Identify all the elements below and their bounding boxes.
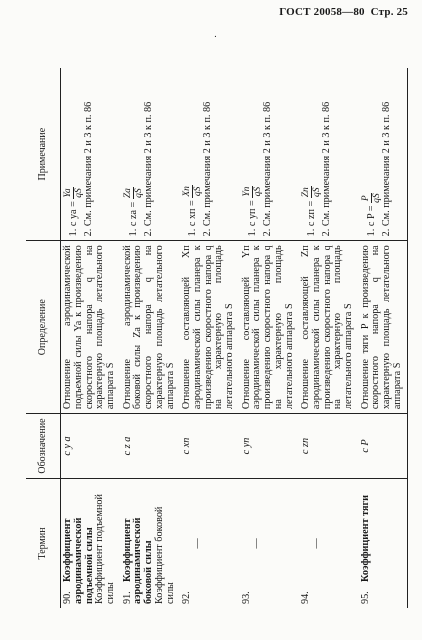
formula-prefix: 1. c yп = — [246, 200, 258, 237]
term-name: Коэффициент аэродинамической подъемной силы — [62, 517, 95, 604]
fraction-denominator: qS — [371, 193, 382, 203]
definition-cell: Отношение аэродинамической боковой силы Za к произведению скоростного напора q на характерную площадь летательного аппарата S — [121, 241, 181, 414]
definition-cell: Отношение составляющей Zп аэродинамической силы планера к произведению скоростного напора q на характерную площадь летательного аппарата S — [299, 241, 359, 414]
column-header-symbol: Обозначение — [26, 414, 61, 479]
formula-prefix: 1. c za = — [127, 201, 139, 237]
term-cell — [240, 478, 300, 608]
fraction-numerator: Za — [122, 188, 133, 199]
row-number: 92. — [181, 591, 193, 604]
table-row — [359, 68, 408, 608]
row-number: 95. — [359, 591, 371, 604]
note-formula — [63, 72, 84, 236]
formula-prefix: 1. c xп = — [186, 200, 198, 237]
symbol-cell: c yп — [240, 414, 300, 479]
definition-cell: Отношение аэродинамической подъемной силы Ya к произведению скоростного напора q на характерную площадь летательного аппарата S — [61, 241, 121, 414]
note-reference: 2. См. примечания 2 и 3 к п. 86 — [321, 101, 333, 237]
fraction-denominator: qS — [74, 188, 84, 198]
terms-table — [26, 68, 408, 608]
formula-fraction — [182, 185, 203, 198]
note-cell — [299, 68, 359, 241]
note-reference: 2. См. примечания 2 и 3 к п. 86 — [261, 101, 273, 237]
note-cell — [359, 68, 408, 241]
symbol-cell: c y a — [61, 414, 121, 479]
definition-cell: Отношение составляющей Yп аэродинамической силы планера к произведению скоростного напора q на характерную площадь летательного аппарата S — [240, 241, 300, 414]
note-formula — [242, 72, 263, 236]
note-cell — [121, 68, 181, 241]
column-header-definition: Определение — [26, 241, 61, 414]
fraction-denominator: qS — [312, 187, 323, 197]
row-number: 93. — [240, 591, 252, 604]
note-reference: 2. См. примечания 2 и 3 к п. 86 — [202, 101, 214, 237]
formula-prefix: 1. c ya = — [67, 201, 79, 237]
symbol-cell: c P — [359, 414, 408, 479]
page-number: Стр. 25 — [370, 6, 408, 18]
rotated-table-block — [26, 68, 408, 608]
definition-cell: Отношение тяги P к произведению скоростного напора q на характерную площадь летательного аппарата S — [359, 241, 408, 414]
note-formula — [182, 72, 203, 236]
note-cell — [61, 68, 121, 241]
term-cell — [61, 478, 121, 608]
formula-prefix: 1. c P = — [365, 205, 377, 237]
row-number: 91. — [121, 591, 133, 604]
note-reference: 2. См. примечания 2 и 3 к п. 86 — [142, 101, 154, 237]
note-formula — [361, 72, 382, 236]
page-header — [279, 6, 408, 18]
fraction-numerator: Ya — [63, 188, 73, 198]
table-row — [180, 68, 240, 608]
term-cell — [121, 478, 181, 608]
symbol-cell: c z a — [121, 414, 181, 479]
term-dash: — — [191, 538, 203, 549]
symbol-cell: c xп — [180, 414, 240, 479]
fraction-denominator: qS — [252, 186, 263, 197]
term-synonym: Коэффициент подъемной силы — [94, 494, 117, 604]
term-name: Коэффициент аэродинамической боковой силы — [121, 517, 155, 604]
fraction-denominator: qS — [133, 188, 144, 198]
note-formula — [123, 72, 144, 236]
table-header-row — [26, 68, 61, 608]
term-dash: — — [310, 538, 322, 549]
note-cell — [240, 68, 300, 241]
symbol-cell: c zп — [299, 414, 359, 479]
table-row — [121, 68, 181, 608]
formula-prefix: 1. c zп = — [305, 200, 317, 237]
term-cell — [299, 478, 359, 608]
definition-cell: Отношение составляющей Xп аэродинамической силы планера к произведению скоростного напора q на характерную площадь летательного аппарата S — [180, 241, 240, 414]
term-name: Коэффициент тяги — [359, 495, 371, 582]
term-synonym: Коэффициент боковой силы — [153, 506, 176, 604]
term-cell — [180, 478, 240, 608]
row-number: 90. — [62, 591, 73, 604]
formula-fraction — [123, 187, 144, 199]
formula-fraction — [361, 193, 382, 203]
formula-fraction — [301, 186, 322, 198]
fraction-numerator: Yп — [241, 186, 252, 197]
formula-fraction — [63, 187, 84, 198]
fraction-numerator: Xп — [182, 186, 193, 197]
term-dash: — — [251, 538, 263, 549]
table-row — [240, 68, 300, 608]
table-row — [299, 68, 359, 608]
fraction-numerator: Zп — [301, 187, 312, 198]
term-cell — [359, 478, 408, 608]
standard-number: ГОСТ 20058—80 — [279, 6, 365, 18]
formula-fraction — [242, 186, 263, 198]
column-header-note: Примечание — [26, 68, 61, 241]
note-reference: 2. См. примечания 2 и 3 к п. 86 — [83, 101, 94, 237]
note-formula — [301, 72, 322, 236]
row-number: 94. — [300, 591, 312, 604]
fraction-numerator: P — [360, 195, 371, 202]
column-header-term: Термин — [26, 478, 61, 608]
note-reference: 2. См. примечания 2 и 3 к п. 86 — [380, 101, 392, 237]
fraction-denominator: qS — [193, 186, 204, 197]
note-cell — [180, 68, 240, 241]
scan-mark: . — [214, 30, 217, 40]
table-row — [61, 68, 121, 608]
